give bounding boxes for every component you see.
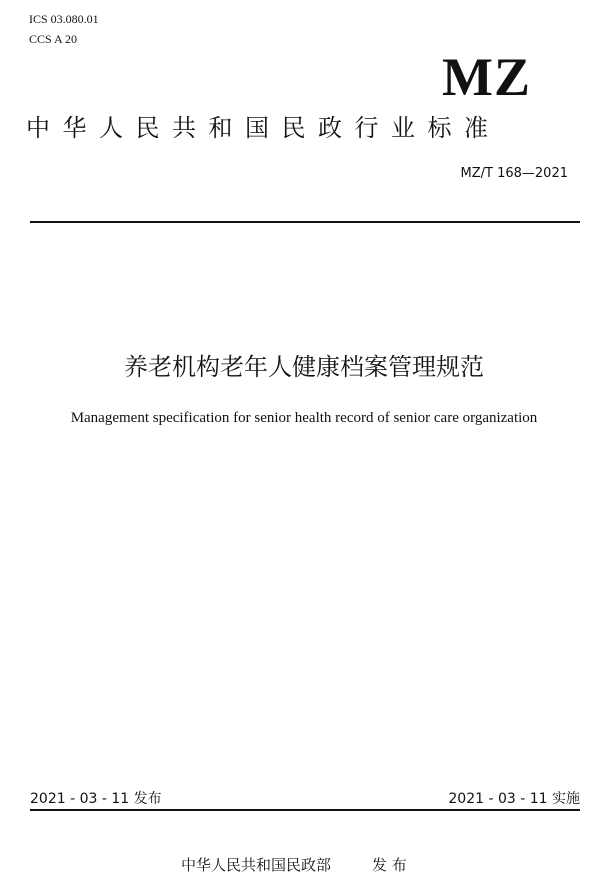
ics-code: ICS 03.080.01: [29, 12, 99, 26]
top-divider: [30, 221, 580, 223]
issuing-authority: 中华人民共和国民政部: [181, 856, 332, 874]
standard-number: MZ/T 168—2021: [460, 166, 568, 181]
mz-logo: MZ: [442, 47, 531, 107]
bottom-divider: [30, 809, 580, 811]
document-title-english: Management specification for senior health record of senior care organization: [70, 410, 538, 426]
ccs-code: CCS A 20: [29, 32, 78, 46]
document-title-chinese: 养老机构老年人健康档案管理规范: [124, 353, 484, 381]
issue-label: 发 布: [372, 856, 407, 874]
release-date: 2021 - 03 - 11 发布: [30, 791, 162, 807]
implementation-date: 2021 - 03 - 11 实施: [448, 791, 580, 807]
industry-standard-title: 中华人民共和国民政行业标准: [26, 114, 501, 142]
